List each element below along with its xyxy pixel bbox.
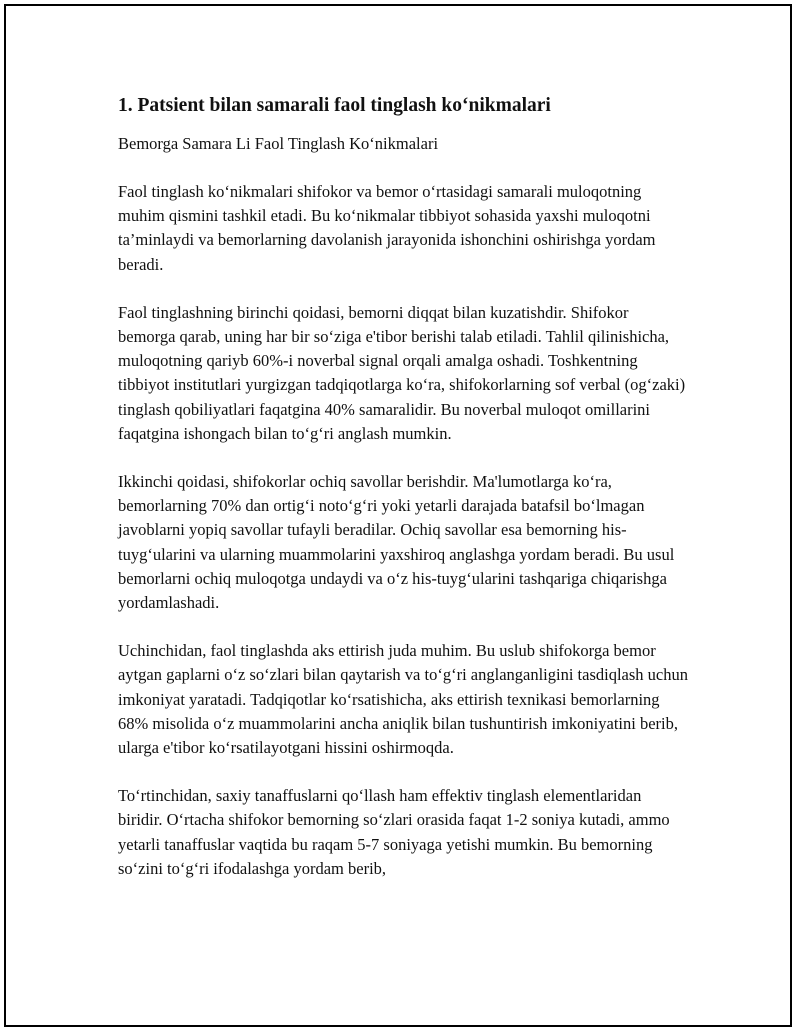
paragraph-third-rule: Uchinchidan, faol tinglashda aks ettirish juda muhim. Bu uslub shifokorga bemor aytgan gaplarni o‘z so‘zlari bilan qaytarish va to‘g‘ri anglanganligini tasdiqlash uchun imkoniyat yaratadi. Tadqiqotlar ko‘rsatishicha, aks ettirish texnikasi bemorlarning 68% misolida o‘z muammolarini ancha aniqlik bilan tushuntirish imkoniyatini berib, ularga e'tibor ko‘rsatilayotgani hissini oshirmoqda. bbox=[118, 641, 688, 758]
document-title: 1. Patsient bilan samarali faol tinglash ko‘nikmalari bbox=[118, 95, 551, 116]
paragraph-fourth-rule: To‘rtinchidan, saxiy tanaffuslarni qo‘llash ham effektiv tinglash elementlaridan biridir. O‘rtacha shifokor bemorning so‘zlari orasida faqat 1-2 soniya kutadi, ammo yetarli tanaffuslar vaqtida bu raqam 5-7 soniyaga yetishi mumkin. Bu bemorning so‘zini to‘g‘ri ifodalashga yordam berib, bbox=[118, 786, 670, 878]
paragraph-second-rule: Ikkinchi qoidasi, shifokorlar ochiq savollar berishdir. Ma'lumotlarga ko‘ra, bemorlarning 70% dan ortig‘i noto‘g‘ri yoki yetarli darajada batafsil bo‘lmagan javoblarni yopiq savollar tufayli beradilar. Ochiq savollar esa bemorning his-tuyg‘ularini va ularning muammolarini yaxshiroq anglashga yordam beradi. Bu usul bemorlarni ochiq muloqotga undaydi va o‘z his-tuyg‘ularini tashqariga chiqarishga yordamlashadi. bbox=[118, 472, 675, 613]
paragraph-first-rule: Faol tinglashning birinchi qoidasi, bemorni diqqat bilan kuzatishdir. Shifokor bemorga qarab, uning har bir so‘ziga e'tibor berishi talab etiladi. Tahlil qilinishicha, muloqotning qariyb 60%-i noverbal signal orqali amalga oshadi. Toshkentning tibbiyot institutlari yurgizgan tadqiqotlarga ko‘ra, shifokorlarning sof verbal (og‘zaki) tinglash qobiliyatlari faqatgina 40% samaralidir. Bu noverbal muloqot omillarini faqatgina ishongach bilan to‘g‘ri anglash mumkin. bbox=[118, 302, 686, 443]
document-subtitle: Bemorga Samara Li Faol Tinglash Ko‘nikmalari bbox=[118, 134, 439, 153]
paragraph-intro: Faol tinglash ko‘nikmalari shifokor va bemor o‘rtasidagi samarali muloqotning muhim qismini tashkil etadi. Bu ko‘nikmalar tibbiyot sohasida yaxshi muloqotni ta’minlaydi va bemorlarning davolanish jarayonida ishonchini oshirishga yordam beradi. bbox=[118, 182, 656, 274]
document-body bbox=[118, 92, 688, 905]
